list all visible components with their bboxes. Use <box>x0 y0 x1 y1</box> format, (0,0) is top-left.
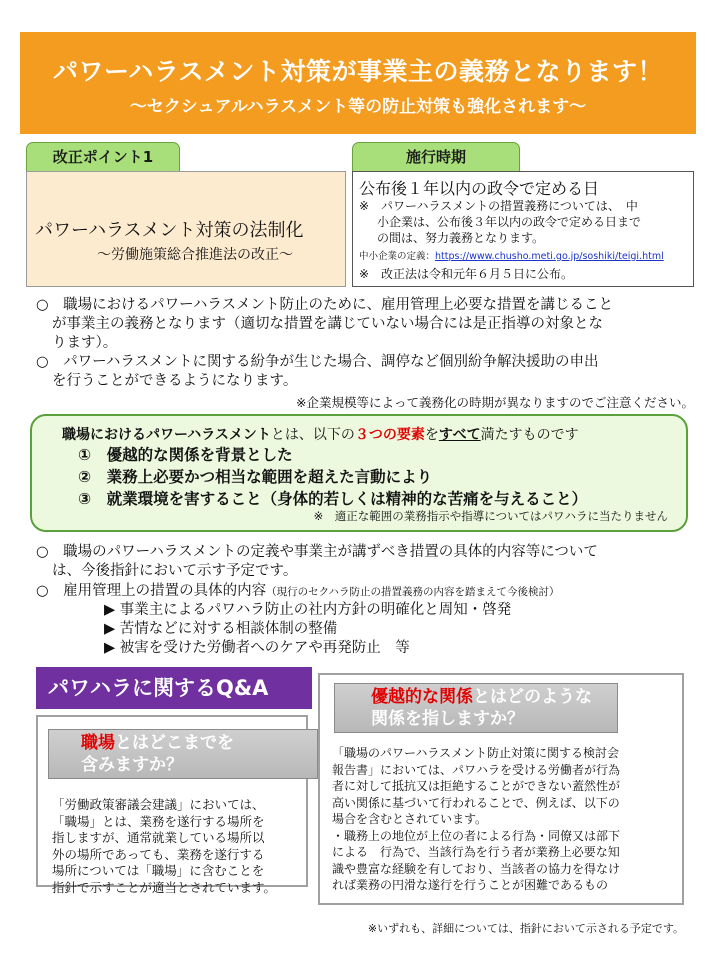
header-banner <box>20 32 696 134</box>
definition-box <box>30 414 688 532</box>
element-2: ② 業務上必要かつ相当な範囲を超えた言動により <box>78 468 433 486</box>
definition-items <box>78 444 587 510</box>
measure-item: ▶ 被害を受けた労働者へのケアや再発防止 等 <box>104 640 410 656</box>
qa1-answer: 「労働政策審議会建議」においては、 「職場」とは、業務を遂行する場所を 指しますが、通常就業している場所以 外の場所であっても、業務を遂行する 場所については「職場」に含むことを 指針で示すことが適当とされています。 <box>52 797 277 895</box>
bullet-measures: ○ 雇用管理上の措置の具体的内容（現行のセクハラ防止の措置義務の内容を踏まえて今後検討） <box>36 583 560 599</box>
point-subtitle: 〜労働施策総合推進法の改正〜 <box>97 247 293 263</box>
qa2-frame <box>318 673 684 905</box>
measures-list <box>104 601 511 658</box>
point-title: パワーハラスメント対策の法制化 <box>35 220 304 241</box>
point-tab: 改正ポイント1 <box>26 142 180 172</box>
footnote: ※いずれも、詳細については、指針において示される予定です。 <box>367 922 684 935</box>
qa-title: パワハラに関するQ&A <box>36 667 312 709</box>
point-box <box>26 171 346 287</box>
qa2-question: 優越的な関係とはどのような 関係を指しますか？ <box>334 683 618 733</box>
measure-item: ▶ 苦情などに対する相談体制の整備 <box>104 621 338 637</box>
sme-definition-link[interactable]: https://www.chusho.meti.go.jp/soshiki/teigi.html <box>435 251 664 262</box>
qa2-answer: 「職場のパワーハラスメント防止対策に関する検討会 報告書」においては、パワハラを受ける労働者が行為 者に対して抵抗又は拒絶することができない蓋然性が 高い関係に基づいて行われることで、例えば、以下の 場合を含むとされています。 ・職務上の地位が上位の者による行為・同僚又は部下 による 行為で、当該行為を行う者が業務上必要な知 識や豊富な経験を有しており、当該者の協力を得なけ れば業務の円滑な遂行を行うことが困難であるもの <box>332 746 621 892</box>
qa1-question: 職場とはどこまでを 含みますか？ <box>48 729 318 779</box>
enforcement-main: 公布後１年以内の政令で定める日 <box>359 179 600 198</box>
company-size-note: ※企業規模等によって義務化の時期が異なりますのでご注意ください。 <box>296 395 694 410</box>
element-1: ① 優越的な関係を背景とした <box>78 446 293 464</box>
enforcement-box <box>352 171 694 287</box>
enforcement-note: ※ パワーハラスメントの措置義務については、 中 小企業は、公布後３年以内の政令で定める日まで の間は、努力義務となります。 <box>359 199 642 245</box>
promulgation-note: ※ 改正法は令和元年６月５日に公布。 <box>359 267 574 281</box>
bullet-dispute: ○ パワーハラスメントに関する紛争が生じた場合、調停など個別紛争解決援助の申出 を行うことができるようになります。 <box>36 354 599 389</box>
page-title: パワーハラスメント対策が事業主の義務となります！ <box>52 57 663 86</box>
element-3: ③ 就業環境を害すること（身体的若しくは精神的な苦痛を与えること） <box>78 490 588 508</box>
enforcement-tab: 施行時期 <box>352 142 520 172</box>
definition-note: ※ 適正な範囲の業務指示や指導についてはパワハラに当たりません <box>313 509 668 523</box>
page-subtitle: 〜セクシュアルハラスメント等の防止対策も強化されます〜 <box>129 97 587 117</box>
definition-lead: 職場におけるパワーハラスメントとは、以下の３つの要素をすべて満たすものです <box>62 427 579 443</box>
bullet-guideline: ○ 職場のパワーハラスメントの定義や事業主が講ずべき措置の具体的内容等について は、今後指針において示す予定です。 <box>36 544 598 579</box>
bullet-obligation: ○ 職場におけるパワーハラスメント防止のために、雇用管理上必要な措置を講じること が事業主の義務となります（適切な措置を講じていない場合には是正指導の対象とな ります）。 <box>36 297 613 351</box>
qa1-frame <box>36 715 308 895</box>
sme-definition: 中小企業の定義：https://www.chusho.meti.go.jp/soshiki/teigi.html <box>359 251 664 262</box>
measure-item: ▶ 事業主によるパワハラ防止の社内方針の明確化と周知・啓発 <box>104 602 512 618</box>
